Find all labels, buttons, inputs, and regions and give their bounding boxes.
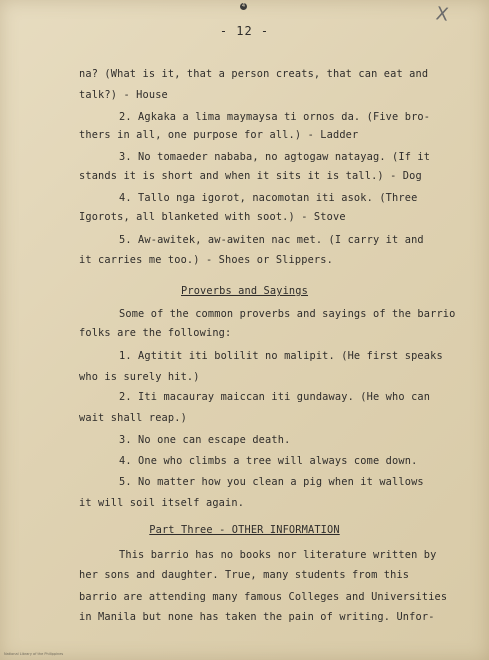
part-three-line: This barrio has no books nor literature written by: [119, 549, 437, 561]
proverb-line: 4. One who climbs a tree will always come down.: [119, 455, 418, 467]
archive-footer: National Library of the Philippines: [4, 652, 64, 656]
proverbs-intro-line: folks are the following:: [79, 327, 232, 339]
riddle-line: thers in all, one purpose for all.) - Ladder: [79, 129, 359, 141]
page-number: - 12 -: [219, 24, 270, 38]
proverb-line: it will soil itself again.: [79, 497, 245, 509]
riddle-line: na? (What is it, that a person creats, that can eat and: [79, 68, 429, 80]
riddle-line: 3. No tomaeder nababa, no agtogaw natayag. (If it: [119, 151, 431, 163]
riddle-line: it carries me too.) - Shoes or Slippers.: [79, 254, 333, 266]
riddle-line: Igorots, all blanketed with soot.) - Stove: [79, 211, 346, 223]
riddle-line: talk?) - House: [79, 89, 168, 101]
riddle-line: stands it is short and when it sits it is tall.) - Dog: [79, 170, 422, 182]
proverb-line: 5. No matter how you clean a pig when it wallows: [119, 476, 424, 488]
riddle-line: 4. Tallo nga igorot, nacomotan iti asok. (Three: [119, 192, 418, 204]
part-three-line: barrio are attending many famous Colleges and Universities: [79, 591, 448, 603]
part-three-line: her sons and daughter. True, many students from this: [79, 569, 410, 581]
riddle-line: 2. Agkaka a lima maymaysa ti ornos da. (Five bro-: [119, 111, 431, 123]
part-three-line: in Manila but none has taken the pain of writing. Unfor-: [79, 611, 435, 623]
proverb-line: wait shall reap.): [79, 412, 187, 424]
proverb-line: who is surely hit.): [79, 371, 200, 383]
riddle-line: 5. Aw-awitek, aw-awiten nac met. (I carry it and: [119, 234, 424, 246]
section-heading-proverbs: Proverbs and Sayings: [181, 285, 308, 297]
proverbs-intro-line: Some of the common proverbs and sayings of the barrio: [119, 308, 456, 320]
proverb-line: 1. Agtitit iti bolilit no malipit. (He first speaks: [119, 350, 443, 362]
top-page-mark: 4: [241, 3, 246, 9]
proverb-line: 2. Iti macauray maiccan iti gundaway. (He who can: [119, 391, 431, 403]
corner-x-mark: X: [434, 3, 450, 26]
section-heading-part-three: Part Three - OTHER INFORMATION: [149, 524, 340, 536]
proverb-line: 3. No one can escape death.: [119, 434, 291, 446]
